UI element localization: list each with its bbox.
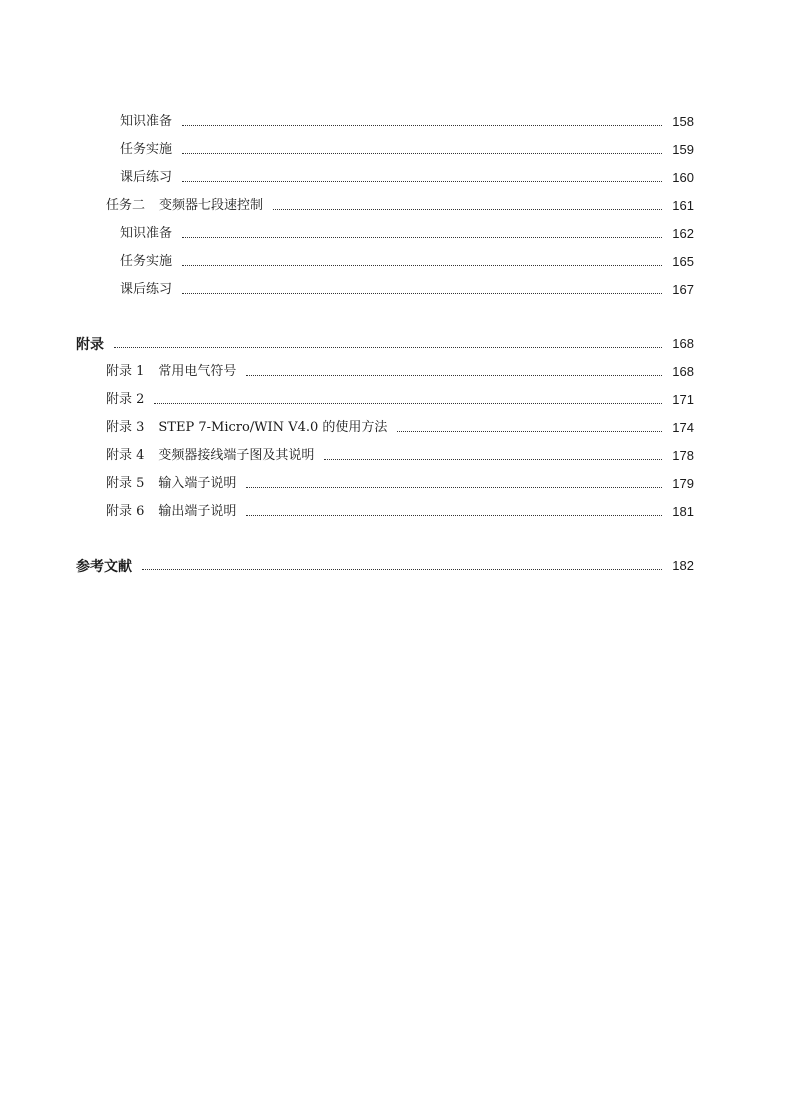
- toc-entry-prefix: 附录 4: [106, 448, 145, 463]
- toc-entry[interactable]: [120, 136, 694, 158]
- toc-entry[interactable]: [120, 248, 694, 270]
- toc-entry-label: [106, 504, 236, 520]
- toc-entry[interactable]: [106, 470, 694, 492]
- toc-entry[interactable]: [106, 358, 694, 380]
- toc-entry[interactable]: [106, 414, 694, 436]
- toc-entry-prefix: 附录 2: [106, 392, 145, 407]
- toc-entry-page: 159: [672, 142, 694, 157]
- toc-entry-page: 171: [672, 392, 694, 407]
- toc-entry-page: 174: [672, 420, 694, 435]
- dot-leader: [182, 181, 662, 182]
- toc-entry[interactable]: [120, 220, 694, 242]
- toc-entry-prefix: 附录 3: [106, 420, 145, 435]
- toc-entry-title: 课后练习: [120, 170, 173, 185]
- toc-entry-page: 182: [672, 558, 694, 573]
- toc-entry-title: 参考文献: [76, 558, 132, 574]
- toc-entry-page: 168: [672, 364, 694, 379]
- dot-leader: [182, 293, 662, 294]
- toc-entry-title: 输出端子说明: [158, 504, 237, 519]
- toc-section-appendix[interactable]: [76, 330, 694, 352]
- toc-entry-title: 知识准备: [120, 226, 173, 241]
- dot-leader: [324, 459, 662, 460]
- toc-entry-page: 162: [672, 226, 694, 241]
- dot-leader: [182, 237, 662, 238]
- dot-leader: [273, 209, 662, 210]
- dot-leader: [246, 487, 662, 488]
- toc-entry-label: [106, 420, 387, 436]
- toc-entry-page: 161: [672, 198, 694, 213]
- toc-entry[interactable]: [120, 276, 694, 298]
- toc-entry-prefix: 附录 6: [106, 504, 145, 519]
- toc-entry-page: 165: [672, 254, 694, 269]
- toc-entry-prefix: 附录 5: [106, 476, 145, 491]
- dot-leader: [182, 265, 662, 266]
- toc-entry-title: 课后练习: [120, 282, 173, 297]
- toc-entry-label: [106, 364, 236, 380]
- toc-entry-label: [106, 198, 263, 214]
- toc-entry-label: [106, 448, 314, 464]
- toc-entry-page: 158: [672, 114, 694, 129]
- toc-entry-page: 179: [672, 476, 694, 491]
- toc-entry[interactable]: [106, 498, 694, 520]
- toc-entry-title: 输入端子说明: [158, 476, 237, 491]
- toc-entry-page: 178: [672, 448, 694, 463]
- toc-entry-prefix: 任务二: [106, 198, 146, 213]
- toc-entry-title: 常用电气符号: [158, 364, 237, 379]
- dot-leader: [182, 125, 662, 126]
- toc-entry[interactable]: [106, 192, 694, 214]
- toc-entry[interactable]: [106, 442, 694, 464]
- dot-leader: [182, 153, 662, 154]
- toc-entry-title: 变频器接线端子图及其说明: [158, 448, 315, 463]
- toc-entry-title: 任务实施: [120, 254, 173, 269]
- toc-entry-page: 160: [672, 170, 694, 185]
- dot-leader: [114, 347, 662, 348]
- toc-section-references[interactable]: [76, 552, 694, 574]
- dot-leader: [246, 375, 662, 376]
- dot-leader: [397, 431, 662, 432]
- toc-entry[interactable]: [106, 386, 694, 408]
- toc-entry-page: 167: [672, 282, 694, 297]
- toc-entry[interactable]: [120, 164, 694, 186]
- dot-leader: [154, 403, 662, 404]
- toc-entry-prefix: 附录 1: [106, 364, 145, 379]
- toc-entry-title: 知识准备: [120, 114, 173, 129]
- toc-entry-title: 任务实施: [120, 142, 173, 157]
- toc-entry-label: [106, 476, 236, 492]
- dot-leader: [142, 569, 662, 570]
- toc-entry[interactable]: [120, 108, 694, 130]
- dot-leader: [246, 515, 662, 516]
- toc-entry-title: 变频器七段速控制: [159, 198, 264, 213]
- toc-entry-page: 181: [672, 504, 694, 519]
- toc-entry-label: [106, 392, 144, 408]
- toc-entry-title: STEP 7-Micro/WIN V4.0 的使用方法: [158, 420, 388, 435]
- toc-entry-title: 附录: [76, 336, 104, 352]
- toc-entry-page: 168: [672, 336, 694, 351]
